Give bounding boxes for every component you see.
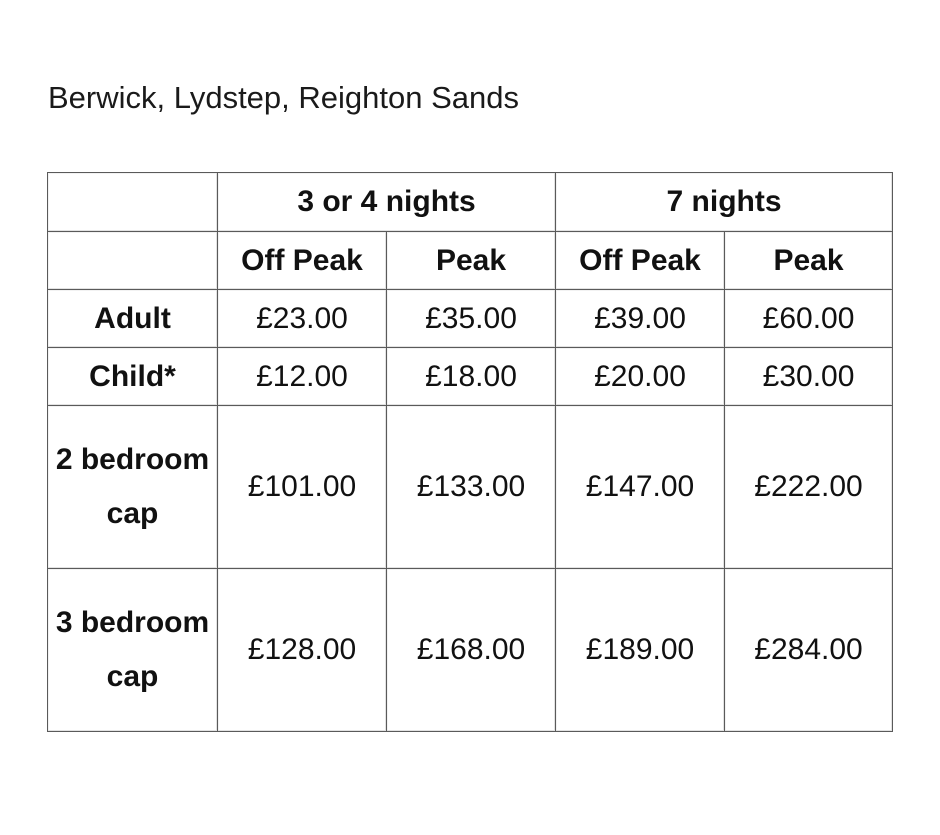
price-table	[47, 172, 893, 732]
subheader-off-peak: Off Peak	[556, 232, 725, 290]
price-cell: £284.00	[725, 569, 893, 732]
price-cell: £23.00	[218, 290, 387, 348]
table-row	[48, 348, 893, 406]
row-label-child: Child*	[48, 348, 218, 406]
corner-cell	[48, 232, 218, 290]
price-cell: £128.00	[218, 569, 387, 732]
table-row	[48, 290, 893, 348]
price-cell: £133.00	[387, 406, 556, 569]
price-cell: £30.00	[725, 348, 893, 406]
subheader-off-peak: Off Peak	[218, 232, 387, 290]
price-cell: £39.00	[556, 290, 725, 348]
subheader-peak: Peak	[387, 232, 556, 290]
price-cell: £101.00	[218, 406, 387, 569]
price-cell: £20.00	[556, 348, 725, 406]
subheader-row	[48, 232, 893, 290]
price-cell: £222.00	[725, 406, 893, 569]
table-row	[48, 569, 893, 732]
price-cell: £12.00	[218, 348, 387, 406]
subheader-peak: Peak	[725, 232, 893, 290]
row-label-2-bedroom-cap: 2 bedroom cap	[48, 406, 218, 569]
table-row	[48, 406, 893, 569]
price-cell: £60.00	[725, 290, 893, 348]
price-cell: £35.00	[387, 290, 556, 348]
group-header-3-4-nights: 3 or 4 nights	[218, 173, 556, 232]
price-cell: £18.00	[387, 348, 556, 406]
page-heading: Berwick, Lydstep, Reighton Sands	[48, 80, 519, 115]
price-cell: £189.00	[556, 569, 725, 732]
row-label-3-bedroom-cap: 3 bedroom cap	[48, 569, 218, 732]
row-label-adult: Adult	[48, 290, 218, 348]
price-cell: £147.00	[556, 406, 725, 569]
group-header-7-nights: 7 nights	[556, 173, 893, 232]
group-header-row	[48, 173, 893, 232]
corner-cell	[48, 173, 218, 232]
price-cell: £168.00	[387, 569, 556, 732]
